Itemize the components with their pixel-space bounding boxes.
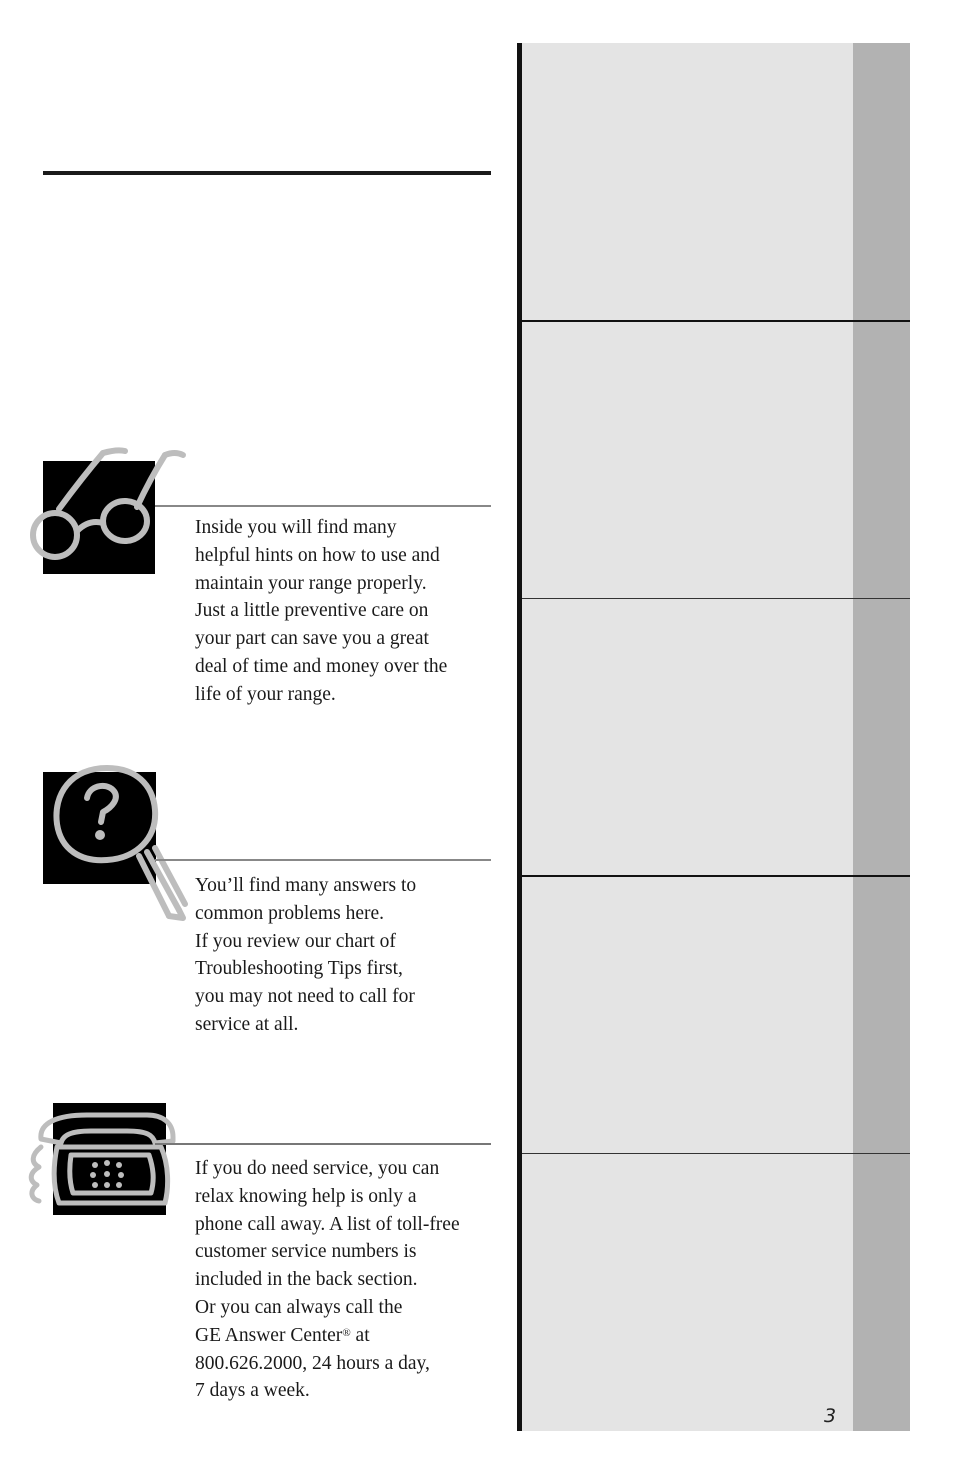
- answer-center-name: GE Answer Center: [195, 1324, 343, 1346]
- header-rule: [43, 171, 491, 175]
- eyeglasses-icon: [43, 461, 155, 574]
- text-line: relax knowing help is only a: [195, 1185, 417, 1207]
- text-line: customer service numbers is: [195, 1241, 417, 1263]
- text-line: If you do need service, you can: [195, 1158, 440, 1179]
- use-and-care-text: [195, 514, 495, 709]
- section-rule: [155, 505, 491, 507]
- registered-mark: ®: [342, 1326, 351, 1339]
- panel-divider: [522, 320, 910, 322]
- panel-divider: [522, 875, 910, 877]
- text-line: you may not need to call for: [195, 986, 415, 1008]
- text-line: phone call away. A list of toll-free: [195, 1213, 460, 1235]
- text-line: Troubleshooting Tips first,: [195, 958, 403, 980]
- text-line: You’ll find many answers to: [195, 875, 417, 896]
- text-line: 800.626.2000, 24 hours a day,: [195, 1352, 430, 1374]
- panel-divider: [522, 1153, 910, 1154]
- text-line: included in the back section.: [195, 1269, 418, 1291]
- text-line: Inside you will find many: [195, 517, 397, 538]
- column-divider: [517, 43, 522, 1431]
- service-text: [195, 1155, 495, 1405]
- text-line: helpful hints on how to use and: [195, 544, 440, 566]
- text-line: your part can save you a great: [195, 628, 429, 650]
- magnifying-question-icon: [43, 772, 156, 884]
- text-line: Or you can always call the: [195, 1296, 403, 1318]
- telephone-icon: [53, 1103, 166, 1215]
- text-line: deal of time and money over the: [195, 655, 448, 677]
- page-number: 3: [824, 1405, 837, 1427]
- text-line: Just a little preventive care on: [195, 600, 429, 622]
- text-line: common problems here.: [195, 902, 384, 924]
- answer-center-line: [195, 1322, 495, 1350]
- section-rule: [155, 859, 491, 861]
- section-rule: [155, 1143, 491, 1145]
- text-line: 7 days a week.: [195, 1380, 310, 1402]
- section-tab-column: [853, 43, 910, 1431]
- panel-divider: [522, 598, 910, 599]
- text-line: life of your range.: [195, 683, 336, 705]
- troubleshooting-text: [195, 872, 495, 1039]
- text-line: service at all.: [195, 1013, 299, 1035]
- text-line: maintain your range properly.: [195, 572, 427, 594]
- section-panel-column: [522, 43, 853, 1431]
- text-line: If you review our chart of: [195, 930, 396, 952]
- answer-center-suffix: at: [350, 1324, 370, 1346]
